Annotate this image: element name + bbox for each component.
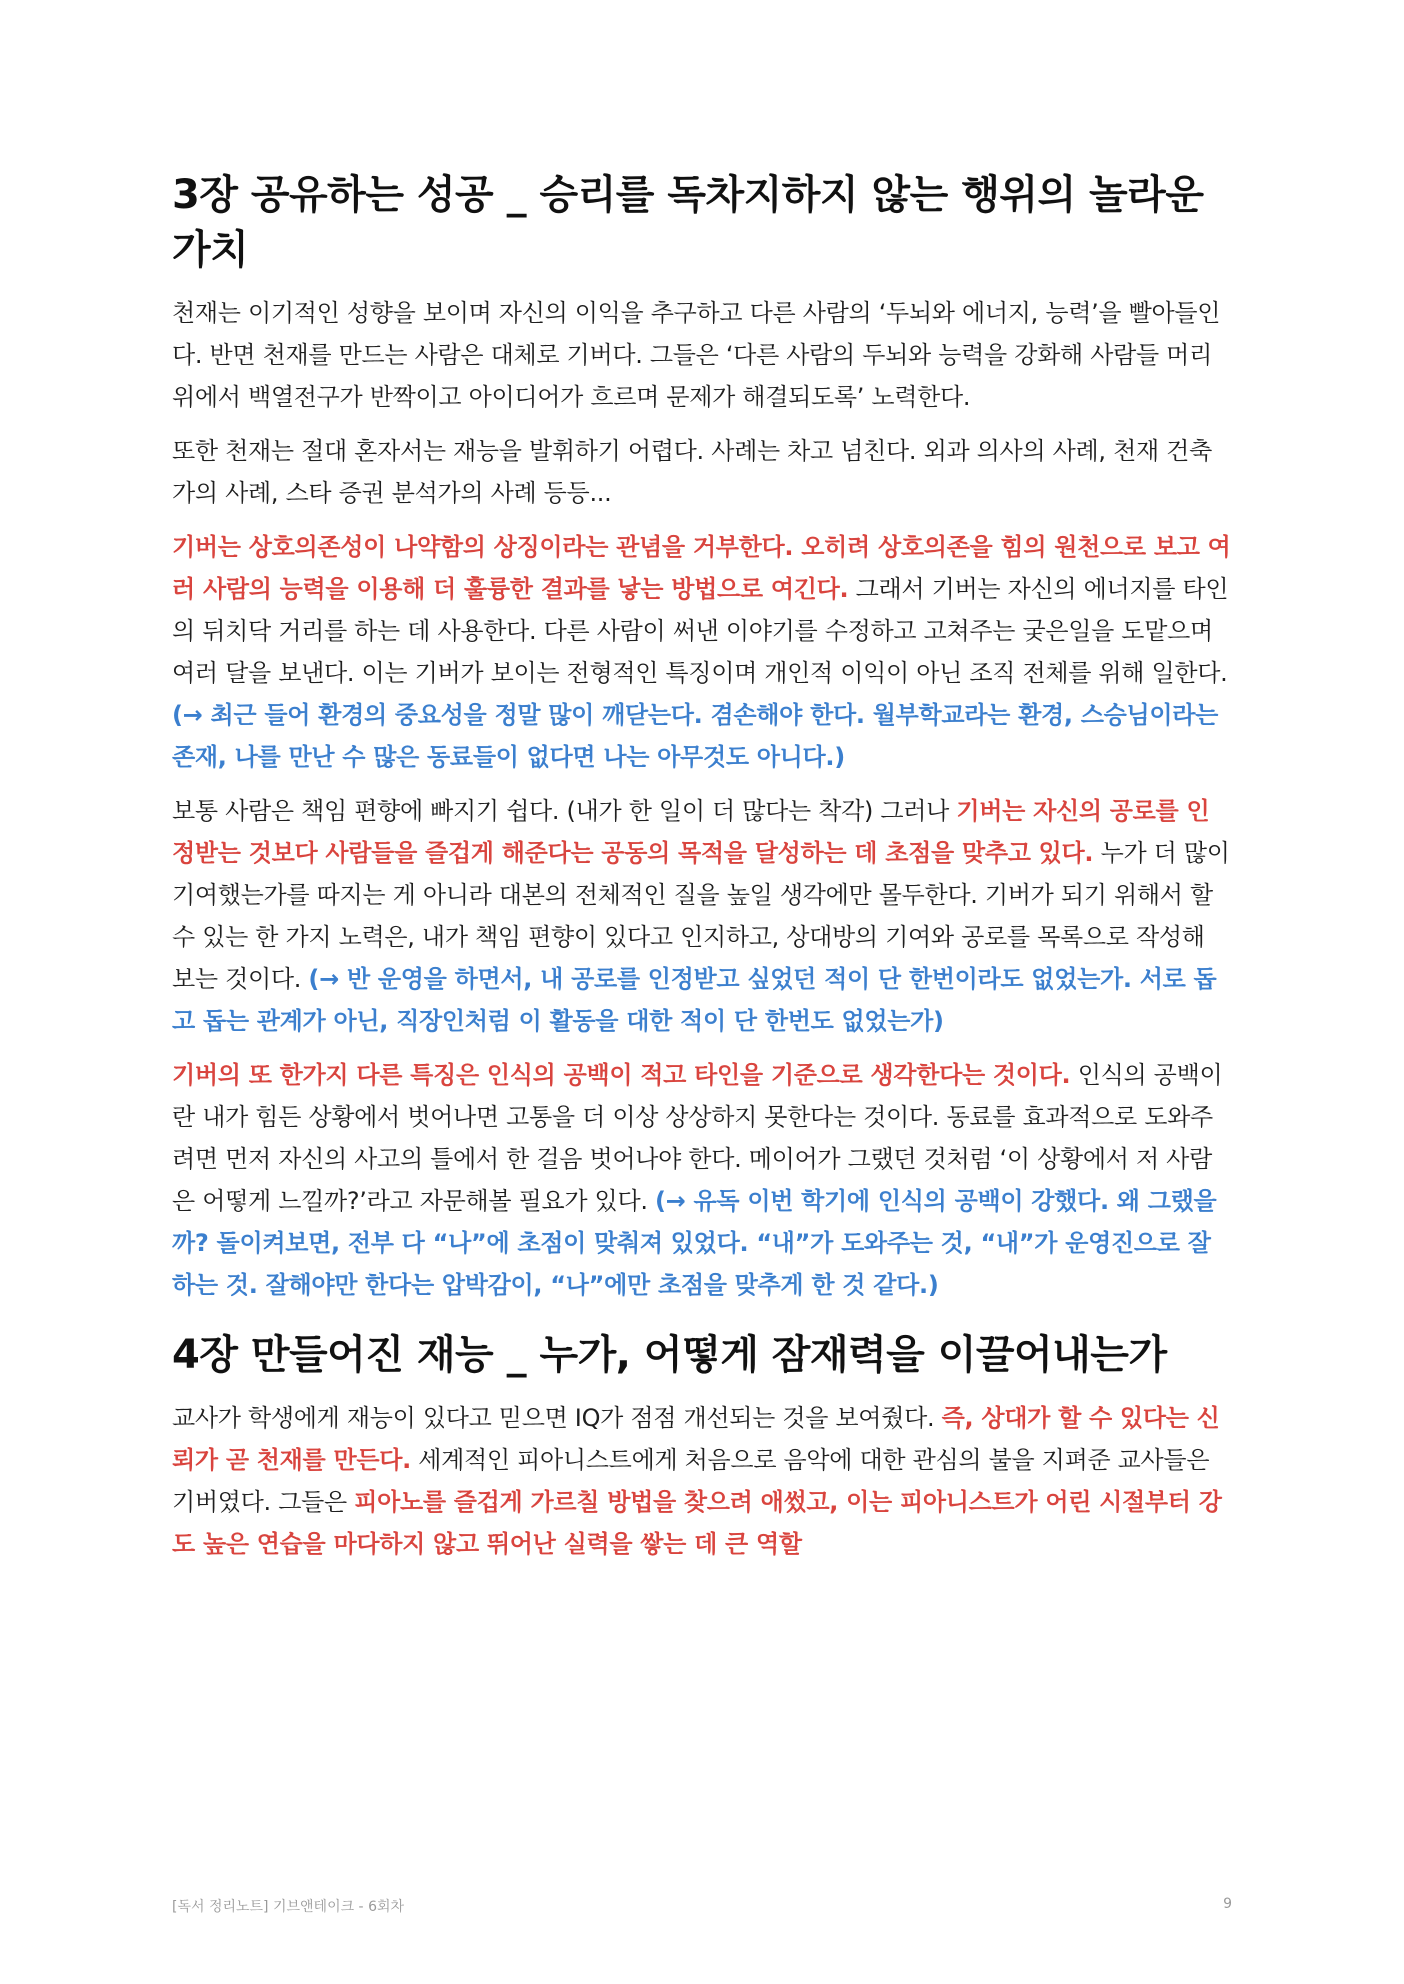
body-text: 보통 사람은 책임 편향에 빠지기 쉽다. (내가 한 일이 더 많다는 착각) 그러나 [172,797,957,825]
chapter-3-paragraph-2: 또한 천재는 절대 혼자서는 재능을 발휘하기 어렵다. 사례는 차고 넘친다. 외과 의사의 사례, 천재 건축가의 사례, 스타 증권 분석가의 사례 등등... [172,437,1212,507]
body-text: 인식의 공백이란 내가 힘든 상황에서 벗어나면 고통을 더 이상 상상하지 못한다는 것이다. 동료를 효과적으로 도와주려면 먼저 자신의 사고의 틀에서 한 걸음 벗어나야 한다. 메이어가 그랬던 것처럼 ‘이 상황에서 저 사람은 어떻게 느낄까?’라고 자문해볼 필요가 있다. [172,1061,1223,1215]
page-content [172,168,1232,1577]
footer-page-number: 9 [1223,1896,1232,1912]
chapter-3-paragraph-1: 천재는 이기적인 성향을 보이며 자신의 이익을 추구하고 다른 사람의 ‘두뇌와 에너지, 능력’을 빨아들인다. 반면 천재를 만드는 사람은 대체로 기버다. 그들은 ‘다른 사람의 두뇌와 능력을 강화해 사람들 머리 위에서 백열전구가 반짝이고 아이디어가 흐르며 문제가 해결되도록’ 노력한다. [172,299,1221,411]
chapter-3-title: 3장 공유하는 성공 _ 승리를 독차지하지 않는 행위의 놀라운 가치 [172,172,1204,273]
footer-document-label: [독서 정리노트] 기브앤테이크 - 6회차 [172,1899,405,1915]
chapter-4-paragraph-1 [172,1397,1232,1565]
chapter-3-paragraph-3 [172,526,1232,778]
reflection-note: (→ 반 운영을 하면서, 내 공로를 인정받고 싶었던 적이 단 한번이라도 없었는가. 서로 돕고 돕는 관계가 아닌, 직장인처럼 이 활동을 대한 적이 단 한번도 없었는가) [172,965,1217,1035]
key-point-highlight: 즉, 상대가 할 수 있다는 신뢰가 곧 천재를 만든다. [172,1404,1220,1474]
body-text: 교사가 학생에게 재능이 있다고 믿으면 IQ가 점점 개선되는 것을 보여줬다. [172,1404,942,1432]
key-point-highlight: 기버는 상호의존성이 나약함의 상징이라는 관념을 거부한다. 오히려 상호의존을 힘의 원천으로 보고 여러 사람의 능력을 이용해 더 훌륭한 결과를 낳는 방법으로 여긴다. [172,533,1231,603]
reflection-note: (→ 유독 이번 학기에 인식의 공백이 강했다. 왜 그랬을까? 돌이켜보면, 전부 다 “나”에 초점이 맞춰져 있었다. “내”가 도와주는 것, “내”가 운영진으로 잘하는 것. 잘해야만 한다는 압박감이, “나”에만 초점을 맞추게 한 것 같다.) [172,1187,1217,1299]
chapter-3-paragraph-5 [172,1054,1232,1306]
key-point-highlight: 기버는 자신의 공로를 인정받는 것보다 사람들을 즐겁게 해준다는 공동의 목적을 달성하는 데 초점을 맞추고 있다. [172,797,1210,867]
chapter-3-paragraph-4 [172,790,1232,1042]
body-text: 세계적인 피아니스트에게 처음으로 음악에 대한 관심의 불을 지펴준 교사들은 기버였다. 그들은 [172,1446,1210,1516]
key-point-highlight: 피아노를 즐겁게 가르칠 방법을 찾으려 애썼고, 이는 피아니스트가 어린 시절부터 강도 높은 연습을 마다하지 않고 뛰어난 실력을 쌓는 데 큰 역할 [172,1488,1222,1558]
reflection-note: (→ 최근 들어 환경의 중요성을 정말 많이 깨닫는다. 겸손해야 한다. 월부학교라는 환경, 스승님이라는 존재, 나를 만난 수 많은 동료들이 없다면 나는 아무것도 아니다.) [172,701,1219,771]
body-text: 누가 더 많이 기여했는가를 따지는 게 아니라 대본의 전체적인 질을 높일 생각에만 몰두한다. 기버가 되기 위해서 할 수 있는 한 가지 노력은, 내가 책임 편향이 있다고 인지하고, 상대방의 기여와 공로를 목록으로 작성해 보는 것이다. [172,839,1230,993]
key-point-highlight: 기버의 또 한가지 다른 특징은 인식의 공백이 적고 타인을 기준으로 생각한다는 것이다. [172,1061,1071,1089]
body-text: 그래서 기버는 자신의 에너지를 타인의 뒤치닥 거리를 하는 데 사용한다. 다른 사람이 써낸 이야기를 수정하고 고쳐주는 궂은일을 도맡으며 여러 달을 보낸다. 이는 기버가 보이는 전형적인 특징이며 개인적 이익이 아닌 조직 전체를 위해 일한다. [172,575,1229,687]
chapter-4-title: 4장 만들어진 재능 _ 누가, 어떻게 잠재력을 이끌어내는가 [172,1332,1167,1378]
